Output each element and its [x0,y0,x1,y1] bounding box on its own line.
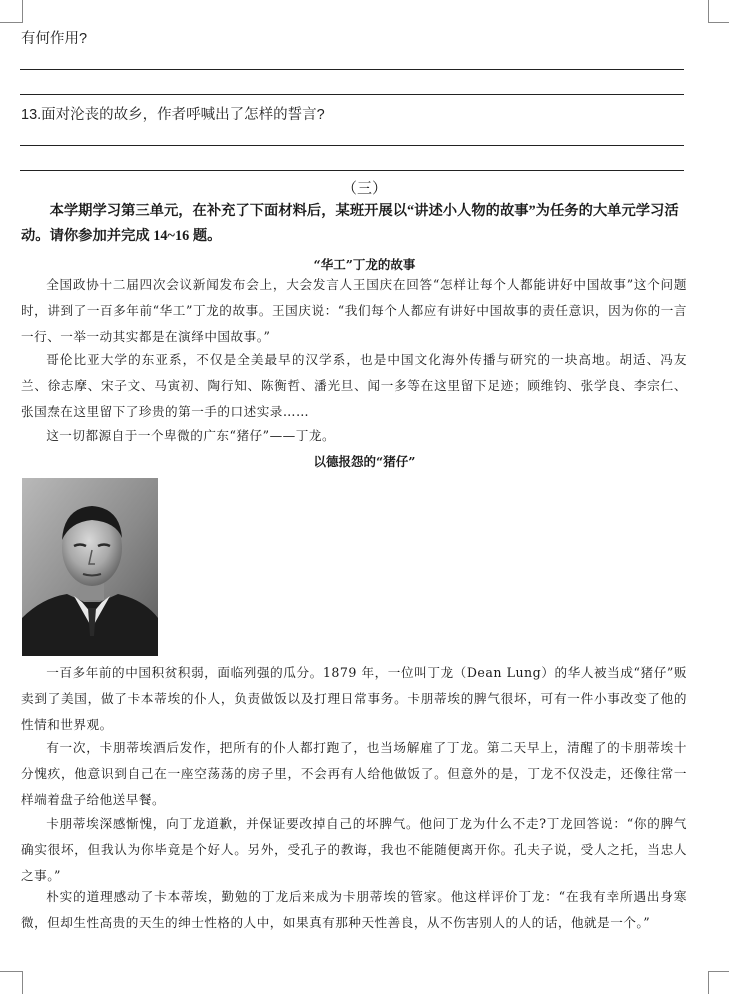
paragraph: 这一切都源自于一个卑微的广东“猪仔”——丁龙。 [46,428,336,443]
crop-mark-top-left [0,0,23,23]
answer-line[interactable] [20,145,684,146]
story-title: “华工”丁龙的故事 [313,257,416,272]
crop-mark-top-right [708,0,729,23]
paragraph: 卡朋蒂埃深感惭愧，向丁龙道歉，并保证要改掉自己的坏脾气。他问丁龙为什么不走?丁龙回答说：“你的脾气确实很坏，但我认为你毕竟是个好人。另外，受孔子的教诲，我也不能随便离开你。孔夫子说，受人之托，当忠人之事。” [21,816,687,883]
crop-mark-bottom-left [0,971,23,994]
answer-line[interactable] [20,170,684,171]
crop-mark-bottom-right [708,971,729,994]
paragraph: 朴实的道理感动了卡本蒂埃，勤勉的丁龙后来成为卡朋蒂埃的管家。他这样评价丁龙：“在我有幸所遇出身寒微，但却生性高贵的天生的绅士性格的人中，如果真有那种天性善良，从不伤害别人的人的话，他就是一个。” [21,889,687,930]
question-13: 13.面对沦丧的故乡，作者呼喊出了怎样的誓言? [21,107,325,123]
paragraph: 全国政协十二届四次会议新闻发布会上，大会发言人王国庆在回答“怎样让每个人都能讲好中国故事”这个问题时，讲到了一百多年前“华工”丁龙的故事。王国庆说：“我们每个人都应有讲好中国故事的责任意识，因为你的一言一行、一举一动其实都是在演绎中国故事。” [21,277,687,344]
story-title: 以德报怨的“猪仔” [313,454,416,469]
answer-line[interactable] [20,94,684,95]
paragraph: 哥伦比亚大学的东亚系，不仅是全美最早的汉学系，也是中国文化海外传播与研究的一块高地。胡适、冯友兰、徐志摩、宋子文、马寅初、陶行知、陈衡哲、潘光旦、闻一多等在这里留下足迹；顾维钧、张学良、李宗仁、张国焘在这里留下了珍贵的第一手的口述实录…… [21,352,687,419]
section-number: （三） [341,180,387,197]
paragraph: 有一次，卡朋蒂埃酒后发作，把所有的仆人都打跑了，也当场解雇了丁龙。第二天早上，清醒了的卡朋蒂埃十分愧疚，他意识到自己在一座空荡荡的房子里，不会再有人给他做饭了。但意外的是，丁龙不仅没走，还像往常一样端着盘子给他送早餐。 [21,740,687,807]
section-intro: 本学期学习第三单元，在补充了下面材料后，某班开展以“讲述小人物的故事”为任务的大单元学习活动。请你参加并完成 14~16 题。 [21,203,679,244]
paragraph: 一百多年前的中国积贫积弱，面临列强的瓜分。1879 年，一位叫丁龙（Dean Lung）的华人被当成“猪仔”贩卖到了美国，做了卡本蒂埃的仆人，负责做饭以及打理日常事务。卡朋蒂埃的脾气很坏，可有一件小事改变了他的性情和世界观。 [21,665,687,732]
question-12-tail: 有何作用? [21,31,88,47]
portrait-photo [22,478,158,656]
answer-line[interactable] [20,69,684,70]
